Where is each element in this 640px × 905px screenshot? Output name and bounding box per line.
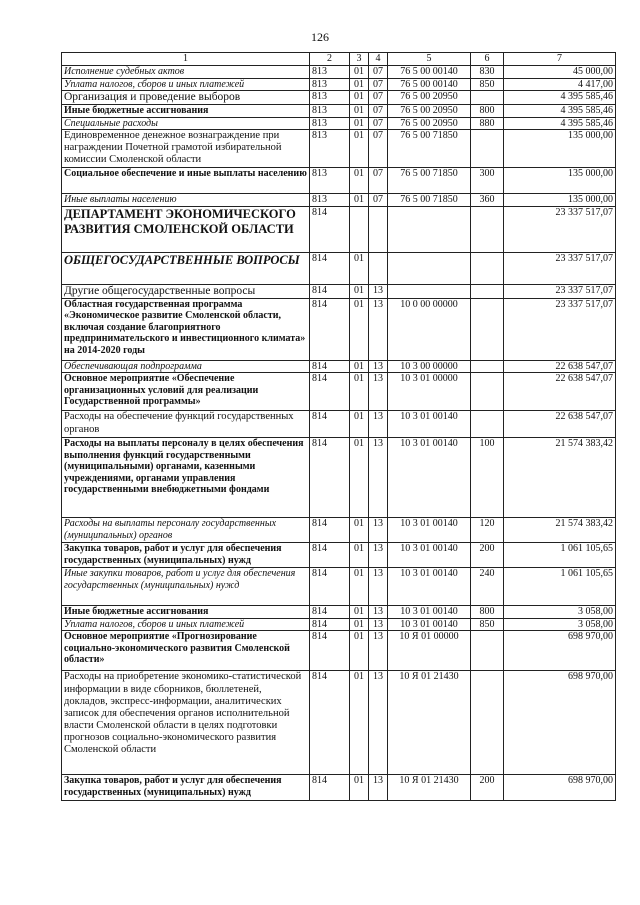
row-section-code: 01 xyxy=(350,194,369,207)
row-name: Основное мероприятие «Обеспечение организационных условий для реализации Государственной программы» xyxy=(62,373,310,411)
row-target-article xyxy=(388,206,471,252)
row-subsection-code xyxy=(369,252,388,284)
row-amount: 3 058,00 xyxy=(504,606,616,619)
row-subsection-code: 13 xyxy=(369,631,388,671)
row-section-code: 01 xyxy=(350,105,369,118)
row-subsection-code: 13 xyxy=(369,543,388,568)
column-header: 2 xyxy=(310,53,350,66)
row-section-code: 01 xyxy=(350,360,369,373)
row-amount: 4 417,00 xyxy=(504,78,616,91)
row-expense-type xyxy=(471,671,504,775)
row-target-article: 76 5 00 20950 xyxy=(388,117,471,130)
row-amount: 23 337 517,07 xyxy=(504,206,616,252)
row-section-code xyxy=(350,206,369,252)
row-expense-type: 880 xyxy=(471,117,504,130)
row-subsection-code: 13 xyxy=(369,438,388,518)
row-amount: 21 574 383,42 xyxy=(504,518,616,543)
row-name: Обеспечивающая подпрограмма xyxy=(62,360,310,373)
row-subsection-code: 13 xyxy=(369,671,388,775)
row-subsection-code: 13 xyxy=(369,284,388,298)
row-expense-type: 800 xyxy=(471,105,504,118)
table-row xyxy=(62,206,616,252)
row-section-code: 01 xyxy=(350,66,369,79)
row-name: Единовременное денежное вознаграждение при награждении Почетной грамотой избирательной комиссии Смоленской области xyxy=(62,130,310,168)
row-section-code: 01 xyxy=(350,252,369,284)
row-expense-type: 240 xyxy=(471,568,504,606)
row-section-code: 01 xyxy=(350,117,369,130)
row-name: Расходы на приобретение экономико-статистической информации в виде сборников, бюллетеней, докладов, экспресс-информации, аналитических записок для обеспечения органов исполнительной власти Смоленской области в целях подготовки прогнозов социально-экономического развития Смоленской области xyxy=(62,671,310,775)
row-subsection-code: 13 xyxy=(369,618,388,631)
row-expense-type xyxy=(471,298,504,360)
row-ved-code: 814 xyxy=(310,373,350,411)
row-target-article: 76 5 00 20950 xyxy=(388,105,471,118)
row-expense-type: 850 xyxy=(471,78,504,91)
row-expense-type: 830 xyxy=(471,66,504,79)
row-name: ДЕПАРТАМЕНТ ЭКОНОМИЧЕСКОГО РАЗВИТИЯ СМОЛЕНСКОЙ ОБЛАСТИ xyxy=(62,206,310,252)
row-target-article: 10 3 01 00140 xyxy=(388,518,471,543)
table-row xyxy=(62,775,616,801)
row-name: Расходы на выплаты персоналу государственных (муниципальных) органов xyxy=(62,518,310,543)
row-subsection-code: 13 xyxy=(369,411,388,438)
table-row xyxy=(62,438,616,518)
column-number-row xyxy=(62,53,616,66)
table-row xyxy=(62,671,616,775)
table-row xyxy=(62,117,616,130)
row-section-code: 01 xyxy=(350,631,369,671)
row-amount: 1 061 105,65 xyxy=(504,543,616,568)
row-section-code: 01 xyxy=(350,168,369,194)
table-row xyxy=(62,373,616,411)
row-name: Иные бюджетные ассигнования xyxy=(62,105,310,118)
row-name: Другие общегосударственные вопросы xyxy=(62,284,310,298)
row-expense-type xyxy=(471,284,504,298)
row-subsection-code: 13 xyxy=(369,775,388,801)
row-amount: 23 337 517,07 xyxy=(504,284,616,298)
row-amount: 4 395 585,46 xyxy=(504,117,616,130)
row-subsection-code: 13 xyxy=(369,606,388,619)
row-ved-code: 814 xyxy=(310,518,350,543)
budget-table xyxy=(61,52,616,801)
row-section-code: 01 xyxy=(350,518,369,543)
row-name: Основное мероприятие «Прогнозирование социально-экономического развития Смоленской области» xyxy=(62,631,310,671)
row-target-article: 10 3 01 00140 xyxy=(388,606,471,619)
column-header: 5 xyxy=(388,53,471,66)
row-amount: 698 970,00 xyxy=(504,775,616,801)
row-amount: 698 970,00 xyxy=(504,631,616,671)
row-section-code: 01 xyxy=(350,130,369,168)
row-section-code: 01 xyxy=(350,78,369,91)
row-subsection-code: 07 xyxy=(369,130,388,168)
row-ved-code: 813 xyxy=(310,91,350,105)
row-subsection-code: 13 xyxy=(369,568,388,606)
row-expense-type: 800 xyxy=(471,606,504,619)
row-amount: 135 000,00 xyxy=(504,168,616,194)
row-amount: 22 638 547,07 xyxy=(504,360,616,373)
row-name: Иные выплаты населению xyxy=(62,194,310,207)
row-name: Расходы на обеспечение функций государственных органов xyxy=(62,411,310,438)
table-row xyxy=(62,168,616,194)
row-subsection-code: 07 xyxy=(369,168,388,194)
row-section-code: 01 xyxy=(350,568,369,606)
row-expense-type: 200 xyxy=(471,543,504,568)
row-ved-code: 814 xyxy=(310,360,350,373)
row-ved-code: 814 xyxy=(310,252,350,284)
row-name: ОБЩЕГОСУДАРСТВЕННЫЕ ВОПРОСЫ xyxy=(62,252,310,284)
row-ved-code: 814 xyxy=(310,411,350,438)
row-name: Областная государственная программа «Экономическое развитие Смоленской области, включая создание благоприятного предпринимательского и инвестиционного климата» на 2014-2020 годы xyxy=(62,298,310,360)
row-target-article: 10 3 01 00140 xyxy=(388,438,471,518)
row-amount: 22 638 547,07 xyxy=(504,411,616,438)
row-target-article: 76 5 00 20950 xyxy=(388,91,471,105)
row-name: Социальное обеспечение и иные выплаты населению xyxy=(62,168,310,194)
row-target-article: 10 3 01 00140 xyxy=(388,568,471,606)
table-row xyxy=(62,284,616,298)
table-row xyxy=(62,298,616,360)
row-target-article: 10 3 01 00140 xyxy=(388,618,471,631)
row-target-article: 10 Я 01 21430 xyxy=(388,775,471,801)
row-expense-type xyxy=(471,360,504,373)
row-amount: 22 638 547,07 xyxy=(504,373,616,411)
row-amount: 4 395 585,46 xyxy=(504,105,616,118)
table-row xyxy=(62,411,616,438)
row-ved-code: 813 xyxy=(310,105,350,118)
row-target-article: 76 5 00 71850 xyxy=(388,194,471,207)
row-amount: 1 061 105,65 xyxy=(504,568,616,606)
table-row xyxy=(62,618,616,631)
table-row xyxy=(62,66,616,79)
row-section-code: 01 xyxy=(350,775,369,801)
row-ved-code: 814 xyxy=(310,568,350,606)
row-target-article: 10 0 00 00000 xyxy=(388,298,471,360)
row-subsection-code xyxy=(369,206,388,252)
row-expense-type xyxy=(471,411,504,438)
row-ved-code: 814 xyxy=(310,606,350,619)
row-ved-code: 814 xyxy=(310,775,350,801)
row-section-code: 01 xyxy=(350,91,369,105)
row-ved-code: 813 xyxy=(310,194,350,207)
row-section-code: 01 xyxy=(350,284,369,298)
row-ved-code: 813 xyxy=(310,78,350,91)
row-target-article: 10 3 01 00000 xyxy=(388,373,471,411)
row-section-code: 01 xyxy=(350,411,369,438)
row-target-article: 76 5 00 71850 xyxy=(388,130,471,168)
row-target-article: 76 5 00 00140 xyxy=(388,66,471,79)
column-header: 1 xyxy=(62,53,310,66)
row-name: Закупка товаров, работ и услуг для обеспечения государственных (муниципальных) нужд xyxy=(62,775,310,801)
row-expense-type xyxy=(471,91,504,105)
row-amount: 4 395 585,46 xyxy=(504,91,616,105)
column-header: 7 xyxy=(504,53,616,66)
row-ved-code: 813 xyxy=(310,117,350,130)
row-section-code: 01 xyxy=(350,671,369,775)
table-row xyxy=(62,130,616,168)
row-expense-type: 360 xyxy=(471,194,504,207)
row-section-code: 01 xyxy=(350,298,369,360)
row-subsection-code: 13 xyxy=(369,298,388,360)
row-ved-code: 814 xyxy=(310,631,350,671)
row-ved-code: 813 xyxy=(310,66,350,79)
row-target-article: 10 Я 01 00000 xyxy=(388,631,471,671)
row-expense-type: 200 xyxy=(471,775,504,801)
row-ved-code: 814 xyxy=(310,543,350,568)
row-amount: 45 000,00 xyxy=(504,66,616,79)
row-ved-code: 814 xyxy=(310,438,350,518)
row-target-article: 10 3 00 00000 xyxy=(388,360,471,373)
row-target-article: 10 Я 01 21430 xyxy=(388,671,471,775)
table-row xyxy=(62,568,616,606)
row-target-article: 10 3 01 00140 xyxy=(388,543,471,568)
row-target-article: 76 5 00 71850 xyxy=(388,168,471,194)
row-section-code: 01 xyxy=(350,438,369,518)
row-subsection-code: 13 xyxy=(369,518,388,543)
row-name: Уплата налогов, сборов и иных платежей xyxy=(62,618,310,631)
row-name: Закупка товаров, работ и услуг для обеспечения государственных (муниципальных) нужд xyxy=(62,543,310,568)
page-number: 126 xyxy=(311,30,329,44)
row-target-article: 76 5 00 00140 xyxy=(388,78,471,91)
row-ved-code: 813 xyxy=(310,130,350,168)
row-expense-type: 300 xyxy=(471,168,504,194)
row-name: Организация и проведение выборов xyxy=(62,91,310,105)
row-subsection-code: 07 xyxy=(369,117,388,130)
row-subsection-code: 07 xyxy=(369,105,388,118)
row-amount: 23 337 517,07 xyxy=(504,252,616,284)
row-name: Исполнение судебных актов xyxy=(62,66,310,79)
row-ved-code: 814 xyxy=(310,671,350,775)
row-expense-type: 850 xyxy=(471,618,504,631)
row-amount: 698 970,00 xyxy=(504,671,616,775)
table-row xyxy=(62,543,616,568)
row-expense-type: 100 xyxy=(471,438,504,518)
row-name: Специальные расходы xyxy=(62,117,310,130)
row-ved-code: 814 xyxy=(310,618,350,631)
row-ved-code: 814 xyxy=(310,206,350,252)
row-subsection-code: 07 xyxy=(369,66,388,79)
row-target-article xyxy=(388,252,471,284)
row-expense-type xyxy=(471,130,504,168)
table-row xyxy=(62,105,616,118)
row-amount: 3 058,00 xyxy=(504,618,616,631)
table-row xyxy=(62,252,616,284)
row-target-article xyxy=(388,284,471,298)
row-amount: 135 000,00 xyxy=(504,130,616,168)
row-subsection-code: 13 xyxy=(369,360,388,373)
row-ved-code: 814 xyxy=(310,284,350,298)
row-expense-type xyxy=(471,206,504,252)
column-header: 4 xyxy=(369,53,388,66)
table-row xyxy=(62,360,616,373)
row-name: Иные бюджетные ассигнования xyxy=(62,606,310,619)
row-amount: 23 337 517,07 xyxy=(504,298,616,360)
table-row xyxy=(62,631,616,671)
row-name: Расходы на выплаты персоналу в целях обеспечения выполнения функций государственными (муниципальными) органами, казенными учреждениями, органами управления государственными внебюджетными фондами xyxy=(62,438,310,518)
table-row xyxy=(62,91,616,105)
column-header: 3 xyxy=(350,53,369,66)
row-subsection-code: 07 xyxy=(369,91,388,105)
table-row xyxy=(62,78,616,91)
row-expense-type xyxy=(471,373,504,411)
row-expense-type xyxy=(471,252,504,284)
row-name: Иные закупки товаров, работ и услуг для обеспечения государственных (муниципальных) нужд xyxy=(62,568,310,606)
row-section-code: 01 xyxy=(350,373,369,411)
row-name: Уплата налогов, сборов и иных платежей xyxy=(62,78,310,91)
table-row xyxy=(62,518,616,543)
row-subsection-code: 07 xyxy=(369,194,388,207)
row-ved-code: 814 xyxy=(310,298,350,360)
row-amount: 21 574 383,42 xyxy=(504,438,616,518)
row-target-article: 10 3 01 00140 xyxy=(388,411,471,438)
row-expense-type xyxy=(471,631,504,671)
table-row xyxy=(62,194,616,207)
row-section-code: 01 xyxy=(350,618,369,631)
row-amount: 135 000,00 xyxy=(504,194,616,207)
row-expense-type: 120 xyxy=(471,518,504,543)
table-row xyxy=(62,606,616,619)
row-subsection-code: 07 xyxy=(369,78,388,91)
row-ved-code: 813 xyxy=(310,168,350,194)
row-section-code: 01 xyxy=(350,543,369,568)
column-header: 6 xyxy=(471,53,504,66)
row-section-code: 01 xyxy=(350,606,369,619)
row-subsection-code: 13 xyxy=(369,373,388,411)
